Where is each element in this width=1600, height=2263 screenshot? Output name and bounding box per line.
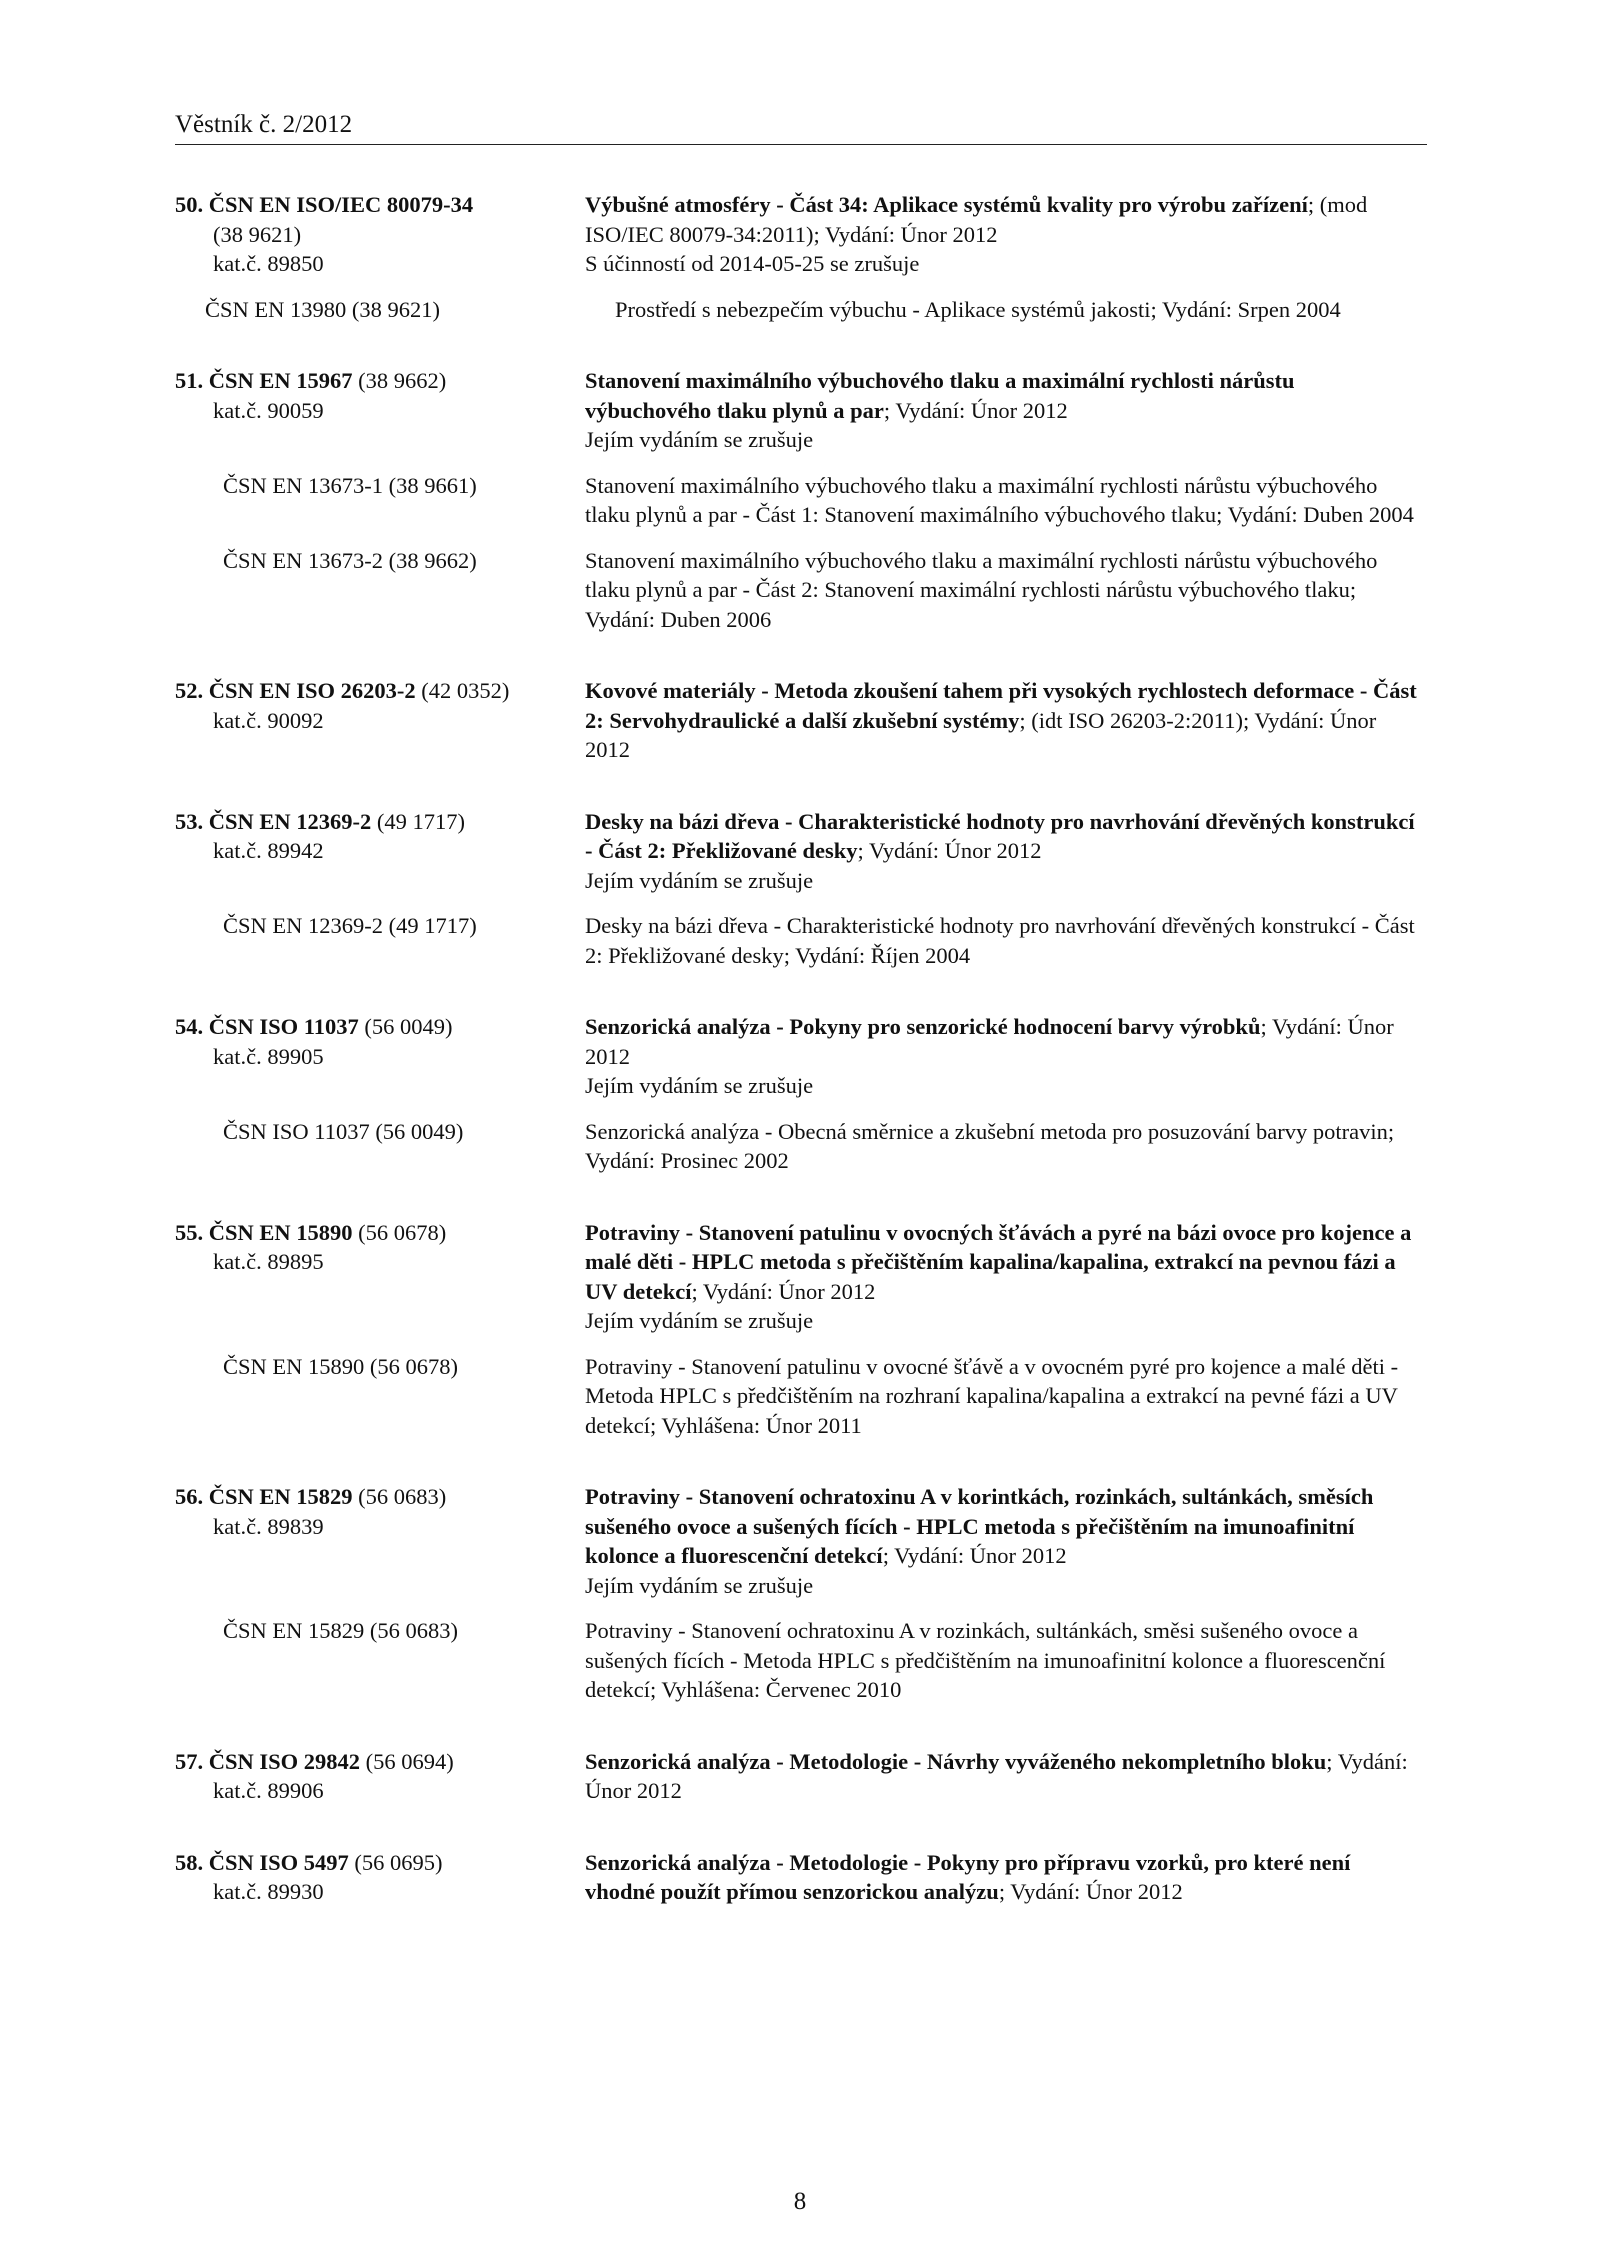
entry-title: Výbušné atmosféry - Část 34: Aplikace systémů kvality pro výrobu zařízení [585,192,1308,217]
replaced-code: ČSN EN 12369-2 (49 1717) [223,913,477,938]
entry-number: 54. [175,1014,204,1039]
entry-class: (56 0678) [358,1219,447,1245]
replaced-text: Desky na bázi dřeva - Charakteristické hodnoty pro navrhování dřevěných konstrukcí - Část 2: Překližované desky; Vydání: Říjen 2004 [585,913,1415,968]
entry-code: ČSN EN ISO 26203-2 [208,678,416,703]
entry-description [585,1848,1425,1907]
entry-code: ČSN EN 15967 [208,368,353,393]
entry-description [585,366,1425,455]
entry-code: ČSN ISO 5497 [208,1849,349,1875]
entry-number: 50. [175,192,204,217]
replaced-code: ČSN EN 13673-2 (38 9662) [223,547,477,573]
entry-detail: ; Vydání: Únor 2012 [857,838,1042,863]
standard-entry [175,1218,1435,1441]
entry-note: Jejím vydáním se zrušuje [585,1073,814,1098]
entry-description [585,1012,1425,1101]
replaced-standard [175,295,1435,325]
entry-description [585,1747,1425,1806]
entry-code: ČSN ISO 11037 [208,1014,359,1039]
entry-detail: ; Vydání: Únor 2012 [883,397,1068,423]
entry-title: Senzorická analýza - Metodologie - Pokyny pro přípravu vzorků, pro které není vhodné použít přímou senzorickou analýzu [585,1849,1351,1904]
entry-number: 53. [175,808,204,834]
replaced-text: Stanovení maximálního výbuchového tlaku a maximální rychlosti nárůstu výbuchového tlaku plynů a par - Část 1: Stanovení maximálního výbuchového tlaku; Vydání: Duben 2004 [585,472,1414,527]
entry-class: (42 0352) [421,678,510,703]
entry-class: (56 0694) [365,1748,454,1774]
replaced-text: Senzorická analýza - Obecná směrnice a zkušební metoda pro posuzování barvy potravin; Vydání: Prosinec 2002 [585,1118,1395,1173]
entry-kat: kat.č. 90092 [213,707,324,733]
entry-kat: kat.č. 89942 [213,838,324,863]
replaced-standard [175,471,1435,530]
entry-detail: ; Vydání: Únor 2012 [585,1748,1408,1803]
entry-kat: kat.č. 89850 [213,251,324,276]
replaced-standard [175,546,1435,635]
entry-title: Stanovení maximálního výbuchového tlaku a maximální rychlosti nárůstu výbuchového tlaku plynů a par [585,368,1295,423]
entry-main-row [175,1482,1435,1600]
entry-class: (49 1717) [376,808,466,834]
entry-title: Potraviny - Stanovení ochratoxinu A v korintkách, rozinkách, sultánkách, směsích sušeného ovoce a sušených fících - HPLC metoda s přečištěním na imunoafinitní kolonce a fluorescenční detekcí [585,1484,1374,1568]
entry-description [585,676,1425,765]
entry-class: (56 0049) [364,1014,453,1039]
entry-detail: ; Vydání: Únor 2012 [691,1278,876,1304]
entry-identifier [175,1218,585,1336]
entry-identifier [175,366,585,455]
entry-class: (56 0683) [358,1484,447,1509]
entry-number: 58. [175,1849,204,1875]
standard-entry [175,1482,1435,1705]
entry-title: Desky na bázi dřeva - Charakteristické hodnoty pro navrhování dřevěných konstrukcí - Část 2: Překližované desky [585,808,1415,863]
page-number: 8 [793,2188,807,2215]
entry-number: 52. [175,678,204,703]
entry-class: (38 9662) [358,368,447,393]
entry-class: (56 0695) [354,1849,443,1875]
entry-number: 51. [175,368,204,393]
standard-entry [175,1747,1435,1806]
replaced-text: Potraviny - Stanovení patulinu v ovocné šťávě a v ovocném pyré pro kojence a malé děti - Metoda HPLC s předčištěním na rozhraní kapalina/kapalina a extrakcí na pevné fázi a UV detekcí; Vyhlášena: Únor 2011 [585,1353,1399,1438]
entry-detail: ; (idt ISO 26203-2:2011); Vydání: Únor 2012 [585,707,1377,762]
replaced-code: ČSN EN 15890 (56 0678) [223,1353,458,1379]
entry-code: ČSN EN ISO/IEC 80079-34 [208,192,474,217]
replaced-text: Prostředí s nebezpečím výbuchu - Aplikace systémů jakosti; Vydání: Srpen 2004 [615,296,1341,322]
entry-number: 57. [175,1748,204,1774]
replaced-standard [175,1117,1435,1176]
entry-note: S účinností od 2014-05-25 se zrušuje [585,251,920,276]
entry-identifier [175,807,585,896]
replaced-standard [175,1352,1435,1441]
standard-entry [175,1848,1435,1907]
replaced-code: ČSN ISO 11037 (56 0049) [223,1118,464,1144]
replaced-text: Potraviny - Stanovení ochratoxinu A v rozinkách, sultánkách, směsi sušeného ovoce a sušených fících - Metoda HPLC s předčištěním na imunoafinitní kolonce a fluorescenční detekcí; Vyhlášena: Červenec 2010 [585,1618,1386,1702]
entry-main-row [175,366,1435,455]
replaced-standard [175,911,1435,970]
entry-kat: kat.č. 89906 [213,1778,324,1803]
entry-title: Kovové materiály - Metoda zkoušení tahem při vysokých rychlostech deformace - Část 2: Servohydraulické a další zkušební systémy [585,678,1417,733]
entry-kat: kat.č. 89905 [213,1043,324,1069]
replaced-standard [175,1616,1435,1705]
entry-description [585,1218,1425,1336]
entry-description [585,1482,1425,1600]
page-header [175,108,1427,145]
replaced-code: ČSN EN 15829 (56 0683) [223,1618,458,1643]
entry-main-row [175,1012,1435,1101]
entry-kat: kat.č. 89839 [213,1513,324,1539]
standard-entry [175,366,1435,634]
entry-main-row [175,1747,1435,1806]
entry-note: Jejím vydáním se zrušuje [585,427,814,452]
entry-code: ČSN EN 12369-2 [208,808,372,834]
entry-code: ČSN EN 15829 [208,1484,353,1509]
entry-identifier [175,1848,585,1907]
replaced-text: Stanovení maximálního výbuchového tlaku a maximální rychlosti nárůstu výbuchového tlaku plynů a par - Část 2: Stanovení maximální rychlosti nárůstu výbuchového tlaku; Vydání: Duben 2006 [585,547,1378,632]
entry-kat: kat.č. 89930 [213,1879,324,1904]
standards-list [175,190,1435,1949]
entry-code: ČSN EN 15890 [208,1219,353,1245]
entry-main-row [175,1218,1435,1336]
entry-main-row [175,1848,1435,1907]
entry-title: Senzorická analýza - Metodologie - Návrhy vyváženého nekompletního bloku [585,1748,1327,1774]
entry-main-row [175,676,1435,765]
entry-detail: ; (mod ISO/IEC 80079-34:2011); Vydání: Únor 2012 [585,192,1368,247]
standard-entry [175,1012,1435,1176]
entry-description [585,807,1425,896]
entry-detail: ; Vydání: Únor 2012 [998,1879,1183,1904]
entry-main-row [175,190,1435,279]
entry-detail: ; Vydání: Únor 2012 [882,1543,1067,1568]
entry-note: Jejím vydáním se zrušuje [585,1572,814,1598]
entry-note: Jejím vydáním se zrušuje [585,867,814,893]
standard-entry [175,807,1435,971]
entry-number: 55. [175,1219,204,1245]
entry-identifier [175,1747,585,1806]
entry-identifier [175,190,585,279]
standard-entry [175,676,1435,765]
entry-description [585,190,1425,279]
entry-title: Senzorická analýza - Pokyny pro senzorické hodnocení barvy výrobků [585,1014,1261,1039]
entry-note: Jejím vydáním se zrušuje [585,1308,814,1333]
entry-kat: kat.č. 89895 [213,1249,324,1274]
entry-number: 56. [175,1484,204,1509]
entry-identifier [175,1482,585,1600]
entry-code: ČSN ISO 29842 [208,1748,361,1774]
entry-main-row [175,807,1435,896]
publication-title: Věstník č. 2/2012 [175,111,353,138]
entry-title: Potraviny - Stanovení patulinu v ovocných šťávách a pyré na bázi ovoce pro kojence a malé děti - HPLC metoda s přečištěním kapalina/kapalina, extrakcí na pevnou fázi a UV detekcí [585,1219,1412,1304]
replaced-code: ČSN EN 13980 (38 9621) [205,296,440,322]
replaced-code: ČSN EN 13673-1 (38 9661) [223,472,477,498]
entry-identifier [175,676,585,765]
entry-class: (38 9621) [213,221,302,247]
standard-entry [175,190,1435,324]
entry-identifier [175,1012,585,1101]
entry-kat: kat.č. 90059 [213,397,324,423]
entry-detail: ; Vydání: Únor 2012 [585,1014,1394,1069]
